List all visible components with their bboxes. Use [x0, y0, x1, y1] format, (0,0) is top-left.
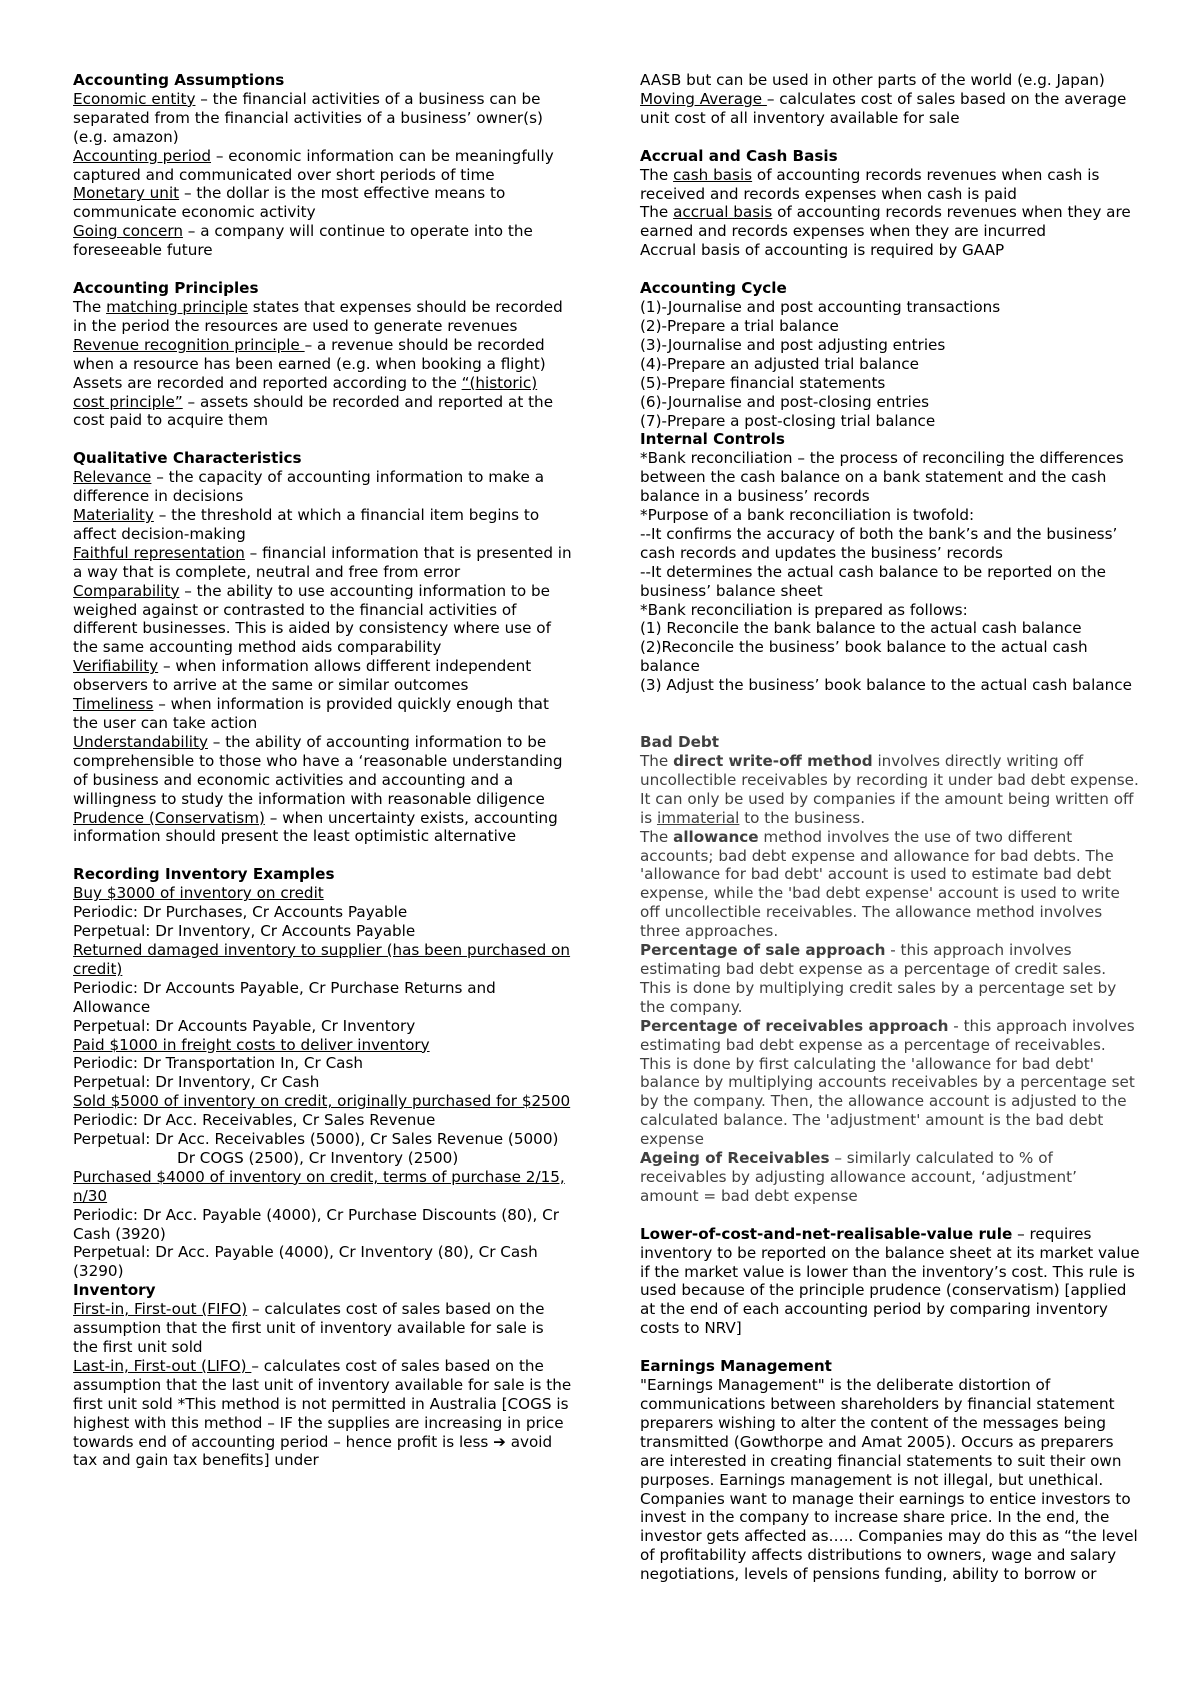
controls-line: (1) Reconcile the bank balance to the actual cash balance [640, 619, 1082, 638]
term: Materiality [73, 506, 154, 525]
example-5-periodic: Periodic: Dr Acc. Payable (4000), Cr Purchase Discounts (80), Cr Cash (3920) [73, 1205, 559, 1243]
definition: – calculates cost of sales based on the assumption that the last unit of inventory available for sale is the first unit sold *This method is not permitted in Australia [COGS is highest with this method – IF the supplies are increasing in price towards end of accounting period – hence profit is less ➔ avoid tax and gain tax benefits] under [73, 1356, 572, 1470]
definition: – similarly calculated to % of receivables by adjusting allowance account, ‘adjustment’ amount = bad debt expense [640, 1149, 1077, 1205]
term: Comparability [73, 581, 180, 600]
term: direct write-off method [673, 752, 873, 770]
text: The [73, 297, 107, 316]
definition: - this approach involves estimating bad debt expense as a percentage of credit sales. This is done by multiplying credit sales by a percentage set by the company. [640, 941, 1117, 1016]
section-accounting-principles [73, 279, 573, 430]
left-column [73, 71, 573, 1470]
lifo-continued: AASB but can be used in other parts of the world (e.g. Japan) [640, 71, 1105, 89]
controls-line: *Purpose of a bank reconciliation is twofold: [640, 506, 975, 525]
qualitative-comparability [73, 582, 573, 658]
example-2-periodic: Periodic: Dr Accounts Payable, Cr Purchase Returns and Allowance [73, 978, 496, 1016]
cycle-step: (4)-Prepare an adjusted trial balance [640, 354, 919, 373]
principle-matching [73, 298, 573, 336]
term: Moving Average [640, 89, 767, 108]
controls-line: --It determines the actual cash balance to be reported on the business’ balance sheet [640, 562, 1106, 600]
section-accounting-assumptions [73, 71, 573, 260]
qualitative-understandability [73, 733, 573, 809]
definition: involves directly writing off uncollectible receivables by recording it under bad debt expense. It can only be used by companies if the amount being written off is [640, 752, 1139, 827]
qualitative-relevance [73, 468, 573, 506]
qualitative-prudence [73, 809, 573, 847]
section-recording-inventory-examples [73, 865, 573, 1281]
text: to the business. [739, 808, 866, 827]
inventory-lifo [73, 1357, 573, 1470]
definition: – when uncertainty exists, accounting information should present the least optimistic alternative [73, 808, 558, 846]
section-lcnrv [640, 1225, 1140, 1338]
bad-debt-allowance [640, 828, 1140, 941]
definition: – economic information can be meaningfully captured and communicated over short periods of time [73, 146, 554, 184]
definition: – financial information that is presented in a way that is complete, neutral and free from error [73, 543, 572, 581]
heading-accounting-cycle: Accounting Cycle [640, 279, 787, 298]
term: Verifiability [73, 657, 159, 676]
definition: – the dollar is the most effective means to communicate economic activity [73, 184, 506, 222]
term: Accounting period [73, 146, 212, 165]
section-accrual-cash-basis [640, 147, 1140, 260]
heading-earnings-management: Earnings Management [640, 1357, 832, 1376]
definition: – the capacity of accounting information to make a difference in decisions [73, 468, 545, 506]
controls-line: *Bank reconciliation is prepared as follows: [640, 600, 968, 619]
definition: – calculates cost of sales based on the average unit cost of all inventory available for sale [640, 89, 1127, 127]
cycle-step: (6)-Journalise and post-closing entries [640, 392, 930, 411]
controls-line: (3) Adjust the business’ book balance to the actual cash balance [640, 676, 1132, 695]
earnings-management-text: "Earnings Management" is the deliberate distortion of communications between shareholders by financial statement preparers wishing to alter the content of the messages being transmitted (Gowthorpe and Amat 2005). Occurs as preparers are interested in creating financial statements to suit their own purposes. Earnings management is not illegal, but unethical. Companies want to manage their earnings to entice investors to invest in the company to increase share price. In the end, the investor gets affected as….. Companies may do this as “the level of profitability affects distributions to owners, wage and salary negotiations, levels of pensions funding, ability to borrow or [640, 1376, 1138, 1584]
section-earnings-management [640, 1357, 1140, 1584]
example-1-perpetual: Perpetual: Dr Inventory, Cr Accounts Payable [73, 922, 416, 941]
example-4-cogs: Dr COGS (2500), Cr Inventory (2500) [177, 1148, 459, 1167]
definition: – assets should be recorded and reported at the cost paid to acquire them [73, 392, 554, 430]
inventory-moving-average [640, 90, 1140, 128]
term: Prudence (Conservatism) [73, 808, 265, 827]
assumption-economic-entity [73, 90, 573, 147]
term: Faithful representation [73, 543, 245, 562]
cycle-step: (7)-Prepare a post-closing trial balance [640, 411, 936, 430]
term: Monetary unit [73, 184, 180, 203]
example-5-title: Purchased $4000 of inventory on credit, terms of purchase 2/15, n/30 [73, 1167, 565, 1205]
bad-debt-percentage-of-sale [640, 941, 1140, 1017]
term: “(historic) cost principle” [73, 373, 538, 411]
term: Going concern [73, 222, 183, 241]
example-5-perpetual: Perpetual: Dr Acc. Payable (4000), Cr Inventory (80), Cr Cash (3290) [73, 1243, 538, 1281]
heading-inventory: Inventory [73, 1281, 156, 1300]
term: matching principle [106, 297, 248, 316]
term: Understandability [73, 732, 208, 751]
term: allowance [673, 827, 759, 846]
bad-debt-percentage-of-receivables [640, 1017, 1140, 1149]
heading-accrual-cash-basis: Accrual and Cash Basis [640, 146, 838, 165]
principle-cost [73, 374, 573, 431]
term: accrual basis [673, 203, 773, 222]
lcnrv-rule [640, 1225, 1140, 1338]
bad-debt-ageing [640, 1149, 1140, 1206]
accrual-gaap-note: Accrual basis of accounting is required by GAAP [640, 241, 1005, 260]
section-inventory [73, 1281, 573, 1470]
term: Percentage of receivables approach [640, 1016, 949, 1035]
heading-accounting-assumptions: Accounting Assumptions [73, 71, 285, 89]
section-bad-debt [640, 733, 1140, 1206]
text: Assets are recorded and reported according to the [73, 373, 462, 392]
example-2-title: Returned damaged inventory to supplier (has been purchased on credit) [73, 940, 571, 978]
section-accounting-cycle [640, 279, 1140, 430]
term: Ageing of Receivables [640, 1149, 830, 1168]
section-internal-controls [640, 430, 1140, 695]
heading-bad-debt: Bad Debt [640, 733, 720, 752]
accrual-basis [640, 203, 1140, 241]
assumption-going-concern [73, 222, 573, 260]
qualitative-materiality [73, 506, 573, 544]
inventory-fifo [73, 1300, 573, 1357]
qualitative-timeliness [73, 695, 573, 733]
definition: – when information allows different independent observers to arrive at the same or similar outcomes [73, 657, 532, 695]
definition: – a revenue should be recorded when a resource has been earned (e.g. when booking a flight) [73, 335, 546, 373]
example-4-periodic: Periodic: Dr Acc. Receivables, Cr Sales Revenue [73, 1111, 436, 1130]
definition: of accounting records revenues when cash is received and records expenses when cash is paid [640, 165, 1100, 203]
assumption-monetary-unit [73, 184, 573, 222]
example-4-perpetual: Perpetual: Dr Acc. Receivables (5000), Cr Sales Revenue (5000) [73, 1130, 559, 1149]
example-3-periodic: Periodic: Dr Transportation In, Cr Cash [73, 1054, 364, 1073]
definition: – the threshold at which a financial item begins to affect decision-making [73, 506, 540, 543]
term: Last-in, First-out (LIFO) [73, 1356, 252, 1375]
cycle-step: (3)-Journalise and post adjusting entries [640, 335, 946, 354]
cycle-step: (2)-Prepare a trial balance [640, 316, 839, 335]
term: cash basis [673, 165, 753, 184]
definition: method involves the use of two different accounts; bad debt expense and allowance for bad debts. The 'allowance for bad debt' account is used to estimate bad debt expense, while the 'bad debt expense' account is used to write off uncollectible receivables. The allowance method involves three approaches. [640, 827, 1120, 941]
controls-line: --It confirms the accuracy of both the bank’s and the business’ cash records and updates the business’ records [640, 524, 1118, 562]
section-inventory-continued [640, 71, 1140, 128]
right-column [640, 71, 1140, 1584]
definition: – the ability of accounting information to be comprehensible to those who have a ‘reasonable understanding of business and economic activities and accounting and a willingness to study the information with reasonable diligence [73, 732, 563, 808]
example-3-title: Paid $1000 in freight costs to deliver inventory [73, 1035, 430, 1054]
definition: of accounting records revenues when they are earned and records expenses when they are incurred [640, 203, 1131, 241]
heading-qualitative-characteristics: Qualitative Characteristics [73, 449, 302, 468]
definition: – requires inventory to be reported on the balance sheet at its market value if the market value is lower than the inventory’s cost. This rule is used because of the principle prudence (conservatism) [applied at the end of each accounting period by comparing inventory costs to NRV] [640, 1224, 1140, 1338]
controls-line: (2)Reconcile the business’ book balance to the actual cash balance [640, 638, 1088, 676]
text: The [640, 203, 674, 222]
definition: – the financial activities of a business can be separated from the financial activities of a business’ owner(s) (e.g. amazon) [73, 89, 543, 146]
qualitative-faithful-representation [73, 544, 573, 582]
term: Timeliness [73, 695, 154, 714]
bad-debt-direct-write-off [640, 752, 1140, 828]
example-1-periodic: Periodic: Dr Purchases, Cr Accounts Payable [73, 903, 408, 922]
heading-accounting-principles: Accounting Principles [73, 279, 259, 298]
definition: – calculates cost of sales based on the assumption that the first unit of inventory available for sale is the first unit sold [73, 1300, 545, 1356]
term: Percentage of sale approach [640, 941, 886, 960]
text: The [640, 752, 674, 770]
example-1-title: Buy $3000 of inventory on credit [73, 884, 324, 903]
term: Economic entity [73, 89, 196, 108]
term: Revenue recognition principle [73, 335, 305, 354]
definition: states that expenses should be recorded in the period the resources are used to generate revenues [73, 297, 563, 335]
definition: – a company will continue to operate into the foreseeable future [73, 222, 533, 260]
text: The [640, 165, 674, 184]
heading-internal-controls: Internal Controls [640, 430, 785, 449]
controls-line: *Bank reconciliation – the process of reconciling the differences between the cash balance on a bank statement and the cash balance in a business’ records [640, 449, 1124, 506]
example-2-perpetual: Perpetual: Dr Accounts Payable, Cr Inventory [73, 1016, 416, 1035]
emphasis: immaterial [656, 808, 740, 827]
qualitative-verifiability [73, 657, 573, 695]
text: The [640, 827, 674, 846]
cycle-step: (5)-Prepare financial statements [640, 373, 886, 392]
term: Lower-of-cost-and-net-realisable-value rule [640, 1224, 1013, 1243]
definition: - this approach involves estimating bad debt expense as a percentage of receivables. This is done by first calculating the 'allowance for bad debt' balance by multiplying accounts receivables by a percentage set by the company. Then, the allowance account is adjusted to the calculated balance. The 'adjustment' amount is the bad debt expense [640, 1016, 1135, 1149]
cash-basis [640, 166, 1140, 204]
cycle-step: (1)-Journalise and post accounting transactions [640, 298, 1001, 317]
definition: – the ability to use accounting information to be weighed against or contrasted to the financial activities of different businesses. This is aided by consistency where use of the same accounting method aids comparability [73, 581, 551, 657]
term: Relevance [73, 468, 152, 487]
assumption-accounting-period [73, 147, 573, 185]
term: First-in, First-out (FIFO) [73, 1300, 248, 1319]
definition: – when information is provided quickly enough that the user can take action [73, 695, 549, 732]
principle-revenue-recognition [73, 336, 573, 374]
section-qualitative-characteristics [73, 449, 573, 846]
example-3-perpetual: Perpetual: Dr Inventory, Cr Cash [73, 1073, 320, 1092]
heading-recording-inventory-examples: Recording Inventory Examples [73, 865, 335, 884]
example-4-title: Sold $5000 of inventory on credit, originally purchased for $2500 [73, 1092, 571, 1111]
